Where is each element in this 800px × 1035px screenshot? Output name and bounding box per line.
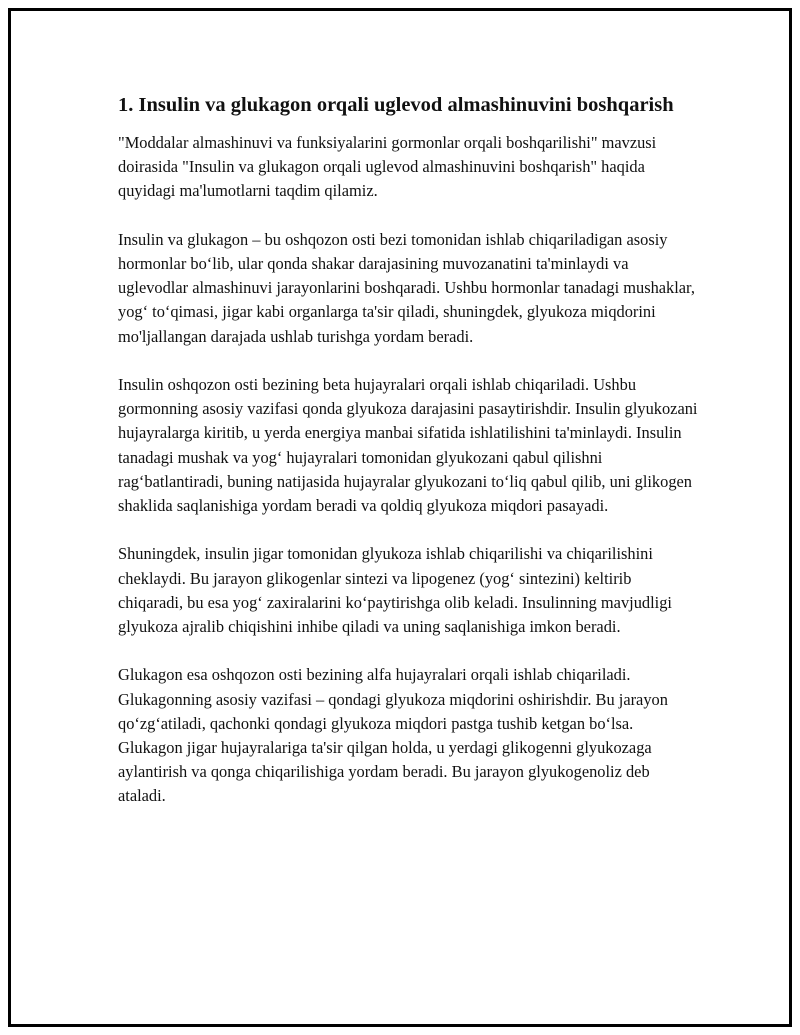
paragraph-insulin: Insulin oshqozon osti bezining beta hujayralari orqali ishlab chiqariladi. Ushbu gormonning asosiy vazifasi qonda glyukoza darajasini pasaytirishdir. Insulin glyukozani hujayralarga kiritib, u yerda energiya manbai sifatida ishlatilishini ta'minlaydi. Insulin tanadagi mushak va yog‘ hujayralari tomonidan glyukozani qabul qilishni rag‘batlantiradi, buning natijasida hujayralar glyukozani to‘liq qabul qilib, uni glikogen shaklida saqlanishiga yordam beradi va qoldiq glyukoza miqdori pasayadi. (118, 375, 698, 516)
paragraph-glucagon: Glukagon esa oshqozon osti bezining alfa hujayralari orqali ishlab chiqariladi. Glukagonning asosiy vazifasi – qondagi glyukoza miqdorini oshirishdir. Bu jarayon qo‘zg‘atiladi, qachonki qondagi glyukoza miqdori pastga tushib ketgan bo‘lsa. Glukagon jigar hujayralariga ta'sir qilgan holda, u yerdagi glikogenni glyukozaga aylantirish va qonga chiqarilishiga yordam beradi. Bu jarayon glyukogenoliz deb ataladi. (118, 665, 668, 806)
paragraph-intro: "Moddalar almashinuvi va funksiyalarini gormonlar orqali boshqarilishi" mavzusi doirasida "Insulin va glukagon orqali uglevod almashinuvini boshqarish" haqida quyidagi ma'lumotlarni taqdim qilamiz. (118, 133, 657, 201)
paragraph-overview: Insulin va glukagon – bu oshqozon osti bezi tomonidan ishlab chiqariladigan asosiy hormonlar bo‘lib, ular qonda shakar darajasining muvozanatini ta'minlaydi va uglevodlar almashinuvi jarayonlarini boshqaradi. Ushbu hormonlar tanadagi mushaklar, yog‘ to‘qimasi, jigar kabi organlarga ta'sir qiladi, shuningdek, glyukoza miqdorini mo'ljallangan darajada ushlab turishga yordam beradi. (118, 229, 695, 346)
paragraph-insulin-liver: Shuningdek, insulin jigar tomonidan glyukoza ishlab chiqarilishi va chiqarilishini cheklaydi. Bu jarayon glikogenlar sintezi va lipogenez (yog‘ sintezini) keltirib chiqaradi, bu esa yog‘ zaxiralarini ko‘paytirishga olib keladi. Insulinning mavjudligi glyukoza ajralib chiqishini inhibe qiladi va uning saqlanishiga imkon beradi. (118, 544, 672, 637)
document-body (118, 92, 698, 833)
document-title: 1. Insulin va glukagon orqali uglevod almashinuvini boshqarish (118, 94, 674, 116)
